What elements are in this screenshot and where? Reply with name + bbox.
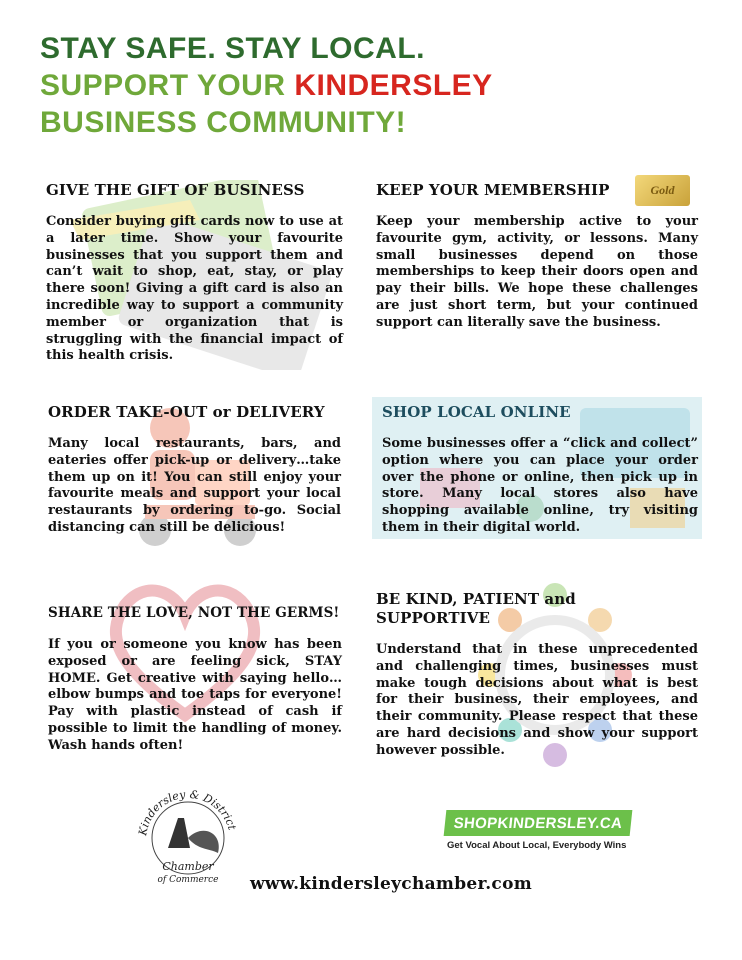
chamber-logo-line-2: Chamber (162, 860, 214, 873)
headline (40, 30, 493, 141)
headline-line-2-prefix: SUPPORT YOUR (40, 69, 295, 102)
section-kind-title: BE KIND, PATIENT and SUPPORTIVE (376, 590, 576, 627)
gold-card-label: Gold (650, 183, 675, 197)
section-kind-body: Understand that in these unprecedented and challenging times, businesses must make tough decisions about what is best for their business, their employees, and their community. Please respect that these are hard decisions and show your support however possible. (376, 642, 698, 758)
headline-line-3: BUSINESS COMMUNITY! (40, 106, 407, 139)
website-url: www.kindersleychamber.com (250, 874, 532, 894)
section-takeout-title: ORDER TAKE-OUT or DELIVERY (48, 403, 325, 421)
section-kind (376, 590, 698, 760)
section-gift-title: GIVE THE GIFT OF BUSINESS (46, 181, 305, 199)
shop-kindersley-tagline: Get Vocal About Local, Everybody Wins (447, 840, 627, 851)
headline-line-1: STAY SAFE. STAY LOCAL. (40, 32, 425, 65)
section-love (48, 604, 342, 755)
section-takeout (48, 403, 341, 537)
shop-kindersley-badge (444, 810, 633, 836)
chamber-of-commerce-logo (128, 778, 248, 888)
shop-kindersley-logo (445, 808, 631, 858)
gold-membership-card (635, 175, 690, 206)
section-takeout-body: Many local restaurants, bars, and eateries offer pick-up or delivery…take them up on it! You can still enjoy your favourite meals and support your local restaurants by ordering to-go. Social distancing can still be delicious! (48, 436, 341, 535)
section-gift-body: Consider buying gift cards now to use at a later time. Show your favourite businesses that you support them and can’t wait to shop, eat, stay, or play there soon! Giving a gift card is also an incredible way to support a community member or organization that is struggling with the financial impact of this health crisis. (46, 214, 343, 364)
section-love-body: If you or someone you know has been exposed or are feeling sick, STAY HOME. Get creative with saying hello… elbow bumps and toe taps for everyone! Pay with plastic instead of cash if possible to limit the handling of money. Wash hands often! (48, 637, 342, 753)
section-membership-title: KEEP YOUR MEMBERSHIP (376, 181, 610, 199)
headline-accent: KINDERSLEY (294, 69, 493, 102)
section-online-body: Some businesses offer a “click and collect” option where you can place your order over the phone or online, then pick up in store. Many local stores also have shopping available online, try visiting them in their digital world. (382, 436, 698, 535)
section-online-title: SHOP LOCAL ONLINE (382, 403, 571, 421)
chamber-logo-line-1: Kindersley & District (136, 787, 239, 837)
headline-line-2 (40, 67, 493, 104)
section-online (382, 403, 698, 537)
shop-kindersley-name: SHOPKINDERSLEY.CA (452, 814, 624, 832)
section-gift (46, 181, 343, 365)
chamber-logo-line-3: of Commerce (157, 875, 219, 885)
section-membership-body: Keep your membership active to your favourite gym, activity, or lessons. Many small businesses depend on those memberships to keep their doors open and pay their bills. We hope these challenges are just short term, but your continued support can literally save the business. (376, 214, 698, 330)
section-love-title: SHARE THE LOVE, NOT THE GERMS! (48, 605, 340, 621)
